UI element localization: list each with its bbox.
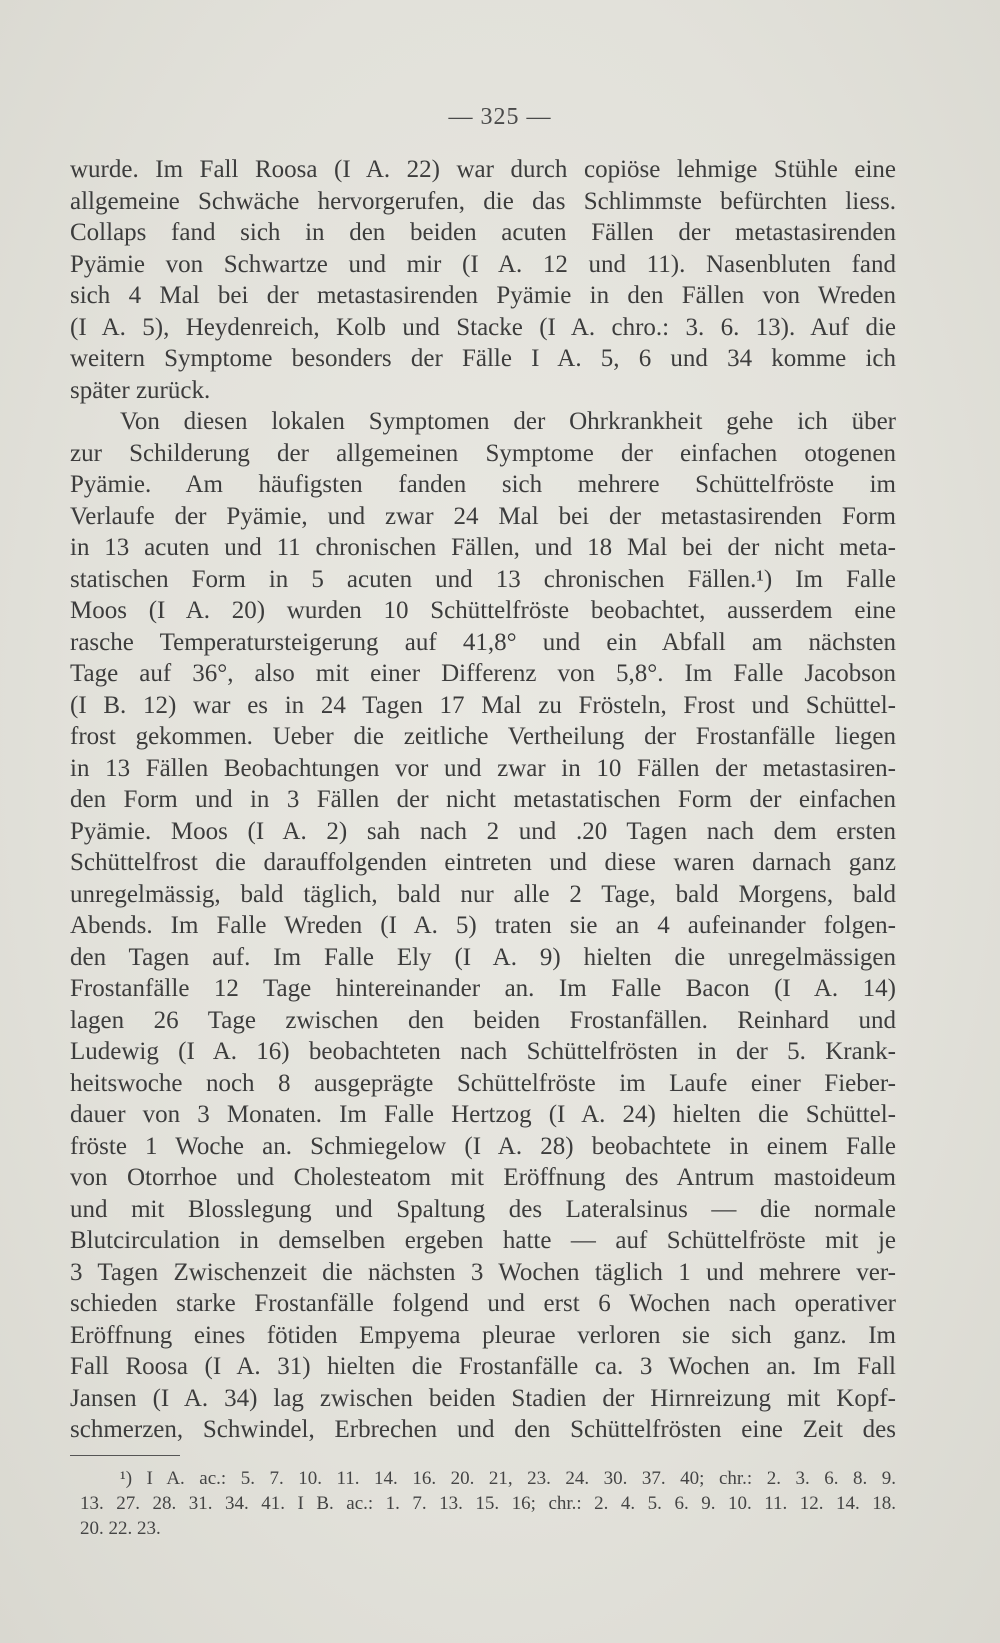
text-line: rasche Temperatursteigerung auf 41,8° und ein Abfall am nächsten bbox=[70, 628, 896, 656]
text-line: Blutcirculation in demselben ergeben hatte — auf Schüttelfröste mit je bbox=[70, 1227, 896, 1254]
text-line: in 13 acuten und 11 chronischen Fällen, und 18 Mal bei der nicht meta- bbox=[70, 534, 896, 561]
footnote-line: ¹) I A. ac.: 5. 7. 10. 11. 14. 16. 20. 21, 23. 24. 30. 37. 40; chr.: 2. 3. 6. 8. 9. bbox=[120, 1468, 896, 1489]
text-line: den Tagen auf. Im Falle Ely (I A. 9) hielten die unregelmässigen bbox=[70, 943, 896, 971]
text-line: frost gekommen. Ueber die zeitliche Vertheilung der Frostanfälle liegen bbox=[70, 723, 896, 750]
text-line: lagen 26 Tage zwischen den beiden Frostanfällen. Reinhard und bbox=[70, 1006, 896, 1034]
text-line: statischen Form in 5 acuten und 13 chronischen Fällen.¹) Im Falle bbox=[70, 565, 896, 593]
text-line: zur Schilderung der allgemeinen Symptome der einfachen otogenen bbox=[70, 439, 896, 467]
text-line: schieden starke Frostanfälle folgend und erst 6 Wochen nach operativer bbox=[70, 1290, 896, 1317]
text-line: 3 Tagen Zwischenzeit die nächsten 3 Wochen täglich 1 und mehrere ver- bbox=[70, 1258, 896, 1286]
text-line: Jansen (I A. 34) lag zwischen beiden Stadien der Hirnreizung mit Kopf- bbox=[70, 1384, 896, 1412]
text-line: Pyämie von Schwartze und mir (I A. 12 und 11). Nasenbluten fand bbox=[70, 250, 896, 278]
footnote-divider bbox=[70, 1455, 180, 1456]
text-line: Eröffnung eines fötiden Empyema pleurae verloren sie sich ganz. Im bbox=[70, 1321, 896, 1349]
text-line: später zurück. bbox=[70, 376, 211, 404]
text-line: und mit Blosslegung und Spaltung des Lateralsinus — die normale bbox=[70, 1195, 896, 1223]
text-line: heitswoche noch 8 ausgeprägte Schüttelfröste im Laufe einer Fieber- bbox=[70, 1069, 896, 1097]
text-line: Pyämie. Am häufigsten fanden sich mehrere Schüttelfröste im bbox=[70, 471, 896, 498]
footnote-line: 20. 22. 23. bbox=[80, 1518, 161, 1539]
text-line: schmerzen, Schwindel, Erbrechen und den Schüttelfrösten eine Zeit des bbox=[70, 1416, 896, 1443]
text-line: (I B. 12) war es in 24 Tagen 17 Mal zu Frösteln, Frost und Schüttel- bbox=[70, 691, 896, 719]
text-line: Pyämie. Moos (I A. 2) sah nach 2 und .20 Tagen nach dem ersten bbox=[70, 817, 896, 845]
page-number-header: — 325 — bbox=[448, 104, 552, 130]
text-line: unregelmässig, bald täglich, bald nur alle 2 Tage, bald Morgens, bald bbox=[70, 880, 896, 908]
text-line: von Otorrhoe und Cholesteatom mit Eröffnung des Antrum mastoideum bbox=[70, 1164, 896, 1191]
text-line: in 13 Fällen Beobachtungen vor und zwar in 10 Fällen der metastasiren- bbox=[70, 754, 896, 782]
text-line: Tage auf 36°, also mit einer Differenz von 5,8°. Im Falle Jacobson bbox=[70, 660, 896, 687]
text-line: Frostanfälle 12 Tage hintereinander an. Im Falle Bacon (I A. 14) bbox=[70, 975, 896, 1002]
text-line: sich 4 Mal bei der metastasirenden Pyämie in den Fällen von Wreden bbox=[70, 282, 896, 309]
text-line: fröste 1 Woche an. Schmiegelow (I A. 28) beobachtete in einem Falle bbox=[70, 1132, 896, 1160]
text-line: Moos (I A. 20) wurden 10 Schüttelfröste beobachtet, ausserdem eine bbox=[70, 597, 896, 624]
text-line: Von diesen lokalen Symptomen der Ohrkrankheit gehe ich über bbox=[120, 408, 896, 435]
text-line: (I A. 5), Heydenreich, Kolb und Stacke (I A. chro.: 3. 6. 13). Auf die bbox=[70, 313, 896, 341]
text-line: wurde. Im Fall Roosa (I A. 22) war durch copiöse lehmige Stühle eine bbox=[70, 156, 896, 183]
text-line: den Form und in 3 Fällen der nicht metastatischen Form der einfachen bbox=[70, 786, 896, 813]
text-line: Fall Roosa (I A. 31) hielten die Frostanfälle ca. 3 Wochen an. Im Fall bbox=[70, 1353, 896, 1380]
footnote bbox=[80, 1466, 896, 1541]
text-line: Schüttelfrost die darauffolgenden eintreten und diese waren darnach ganz bbox=[70, 849, 896, 876]
body-text bbox=[70, 154, 896, 1446]
text-line: dauer von 3 Monaten. Im Falle Hertzog (I A. 24) hielten die Schüttel- bbox=[70, 1101, 896, 1128]
text-line: Ludewig (I A. 16) beobachteten nach Schüttelfrösten in der 5. Krank- bbox=[70, 1038, 896, 1065]
text-line: Abends. Im Falle Wreden (I A. 5) traten sie an 4 aufeinander folgen- bbox=[70, 912, 896, 939]
text-line: Collaps fand sich in den beiden acuten Fällen der metastasirenden bbox=[70, 219, 896, 246]
text-line: Verlaufe der Pyämie, und zwar 24 Mal bei der metastasirenden Form bbox=[70, 502, 896, 530]
text-line: allgemeine Schwäche hervorgerufen, die das Schlimmste befürchten liess. bbox=[70, 187, 896, 215]
text-line: weitern Symptome besonders der Fälle I A. 5, 6 und 34 komme ich bbox=[70, 345, 896, 372]
footnote-line: 13. 27. 28. 31. 34. 41. I B. ac.: 1. 7. 13. 15. 16; chr.: 2. 4. 5. 6. 9. 10. 11. 12. 14. 18. bbox=[80, 1493, 896, 1514]
